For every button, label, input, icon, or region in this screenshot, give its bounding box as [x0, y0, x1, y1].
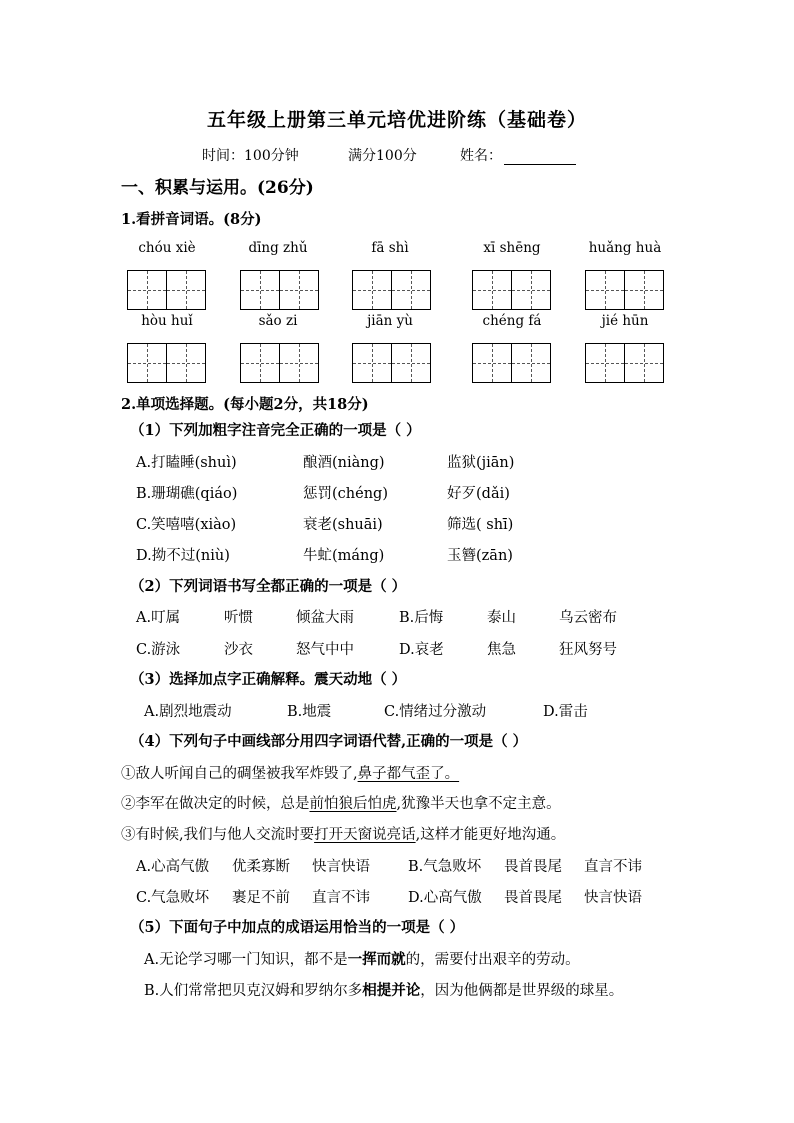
- option-text: 酿酒(niàng): [303, 455, 385, 471]
- option-text: 狂风努号: [559, 642, 617, 658]
- option-text: C.游泳: [136, 642, 181, 658]
- grid-cell[interactable]: [240, 343, 280, 383]
- option-text: 筛选( shī): [447, 517, 514, 533]
- option-text: D.雷击: [543, 704, 588, 720]
- sentence-text: A.无论学习哪一门知识，都不是: [144, 952, 348, 968]
- grid-cell[interactable]: [167, 270, 206, 310]
- option-text: 优柔寡断: [232, 859, 290, 875]
- question-1-title: 1.看拼音词语。(8分): [121, 211, 262, 228]
- name-field: [460, 145, 576, 165]
- option-text: B.地震: [287, 704, 332, 720]
- option-text: A.剧烈地震动: [144, 704, 232, 720]
- bold-idiom: 相提并论: [362, 982, 421, 999]
- option-text: 听惯: [224, 610, 253, 626]
- writing-grid[interactable]: [472, 270, 551, 310]
- pinyin-label: hòu huǐ: [141, 313, 193, 329]
- pinyin-label: sǎo zi: [258, 313, 298, 329]
- underlined-phrase: 前怕狼后怕虎: [309, 796, 397, 812]
- option-text: C.情绪过分激动: [384, 704, 487, 720]
- option-text: 怒气中中: [296, 642, 354, 658]
- writing-grid[interactable]: [240, 343, 319, 383]
- sentence-3: [121, 823, 565, 844]
- grid-cell[interactable]: [512, 343, 551, 383]
- sentence-text: ,犹豫半天也拿不定主意。: [396, 796, 561, 812]
- grid-cell[interactable]: [127, 343, 167, 383]
- time-info: 时间：100分钟: [202, 148, 299, 164]
- writing-grid[interactable]: [127, 270, 206, 310]
- pinyin-label: fā shì: [371, 240, 409, 256]
- option-text: 快言快语: [312, 859, 370, 875]
- pinyin-label: dīng zhǔ: [248, 240, 308, 256]
- option-text: 沙衣: [224, 642, 253, 658]
- option-text: 牛虻(máng): [303, 548, 385, 564]
- option-text: 畏首畏尾: [504, 890, 562, 906]
- option-text: 惩罚(chéng): [303, 486, 388, 502]
- grid-cell[interactable]: [352, 343, 392, 383]
- pinyin-label: jiān yù: [367, 313, 413, 329]
- subquestion-3-title: （3）选择加点字正确解释。震天动地（ ）: [130, 671, 407, 688]
- option-text: 衰老(shuāi): [303, 517, 383, 533]
- grid-cell[interactable]: [585, 270, 625, 310]
- option-text: 玉簪(zān): [447, 548, 513, 564]
- page-title: 五年级上册第三单元培优进阶练（基础卷）: [206, 109, 587, 131]
- option-text: B.气急败坏: [408, 859, 482, 875]
- writing-grid[interactable]: [352, 343, 431, 383]
- sentence-text: 的，需要付出艰辛的劳动。: [405, 952, 580, 968]
- option-text: 畏首畏尾: [504, 859, 562, 875]
- pinyin-label: chóu xiè: [138, 240, 196, 256]
- option-text: C.气急败坏: [136, 890, 210, 906]
- subquestion-1-title: （1）下列加粗字注音完全正确的一项是（ ）: [130, 422, 421, 439]
- grid-cell[interactable]: [512, 270, 551, 310]
- writing-grid[interactable]: [352, 270, 431, 310]
- question-2-title: 2.单项选择题。(每小题2分，共18分): [121, 396, 369, 413]
- grid-cell[interactable]: [280, 270, 319, 310]
- writing-grid[interactable]: [127, 343, 206, 383]
- option-text: D.哀老: [399, 642, 444, 658]
- option-text: 泰山: [487, 610, 516, 626]
- full-score: 满分100分: [348, 148, 417, 164]
- option-a-sentence: [144, 948, 580, 969]
- writing-grid[interactable]: [585, 343, 664, 383]
- sentence-text: ①敌人听闻自己的碉堡被我军炸毁了,: [121, 766, 358, 782]
- subquestion-2-title: （2）下列词语书写全都正确的一项是（ ）: [130, 578, 407, 595]
- option-text: B.后悔: [399, 610, 444, 626]
- grid-cell[interactable]: [472, 343, 512, 383]
- grid-cell[interactable]: [585, 343, 625, 383]
- option-text: 焦急: [487, 642, 516, 658]
- writing-grid[interactable]: [585, 270, 664, 310]
- underlined-phrase: 打开天窗说亮话: [314, 827, 416, 843]
- grid-cell[interactable]: [625, 343, 664, 383]
- option-text: 乌云密布: [559, 610, 617, 626]
- writing-grid[interactable]: [240, 270, 319, 310]
- sentence-1: [121, 762, 459, 783]
- option-text: D.心高气傲: [408, 890, 482, 906]
- subquestion-4-title: （4）下列句子中画线部分用四字词语代替,正确的一项是（ ）: [130, 733, 528, 750]
- sentence-text: ,这样才能更好地沟通。: [415, 827, 566, 843]
- pinyin-label: huǎng huà: [588, 240, 662, 256]
- grid-cell[interactable]: [352, 270, 392, 310]
- grid-cell[interactable]: [167, 343, 206, 383]
- option-text: 裹足不前: [232, 890, 290, 906]
- sentence-text: ，因为他俩都是世界级的球星。: [420, 983, 624, 999]
- option-text: 快言快语: [584, 890, 642, 906]
- underlined-phrase: 鼻子都气歪了。: [357, 766, 460, 782]
- option-text: 好歹(dǎi): [447, 486, 510, 502]
- writing-grid[interactable]: [472, 343, 551, 383]
- grid-cell[interactable]: [625, 270, 664, 310]
- sentence-2: [121, 792, 561, 813]
- option-text: 直言不讳: [584, 859, 642, 875]
- option-text: D.拗不过(niù): [136, 548, 230, 564]
- grid-cell[interactable]: [127, 270, 167, 310]
- name-blank[interactable]: [504, 150, 576, 165]
- pinyin-label: jié hūn: [601, 313, 649, 329]
- option-text: A.打瞌睡(shuì): [136, 455, 237, 471]
- name-label: 姓名：: [460, 148, 502, 164]
- subquestion-5-title: （5）下面句子中加点的成语运用恰当的一项是（ ）: [130, 919, 465, 936]
- option-text: A.心高气傲: [136, 859, 210, 875]
- sentence-text: ③有时候,我们与他人交流时要: [121, 827, 315, 843]
- grid-cell[interactable]: [280, 343, 319, 383]
- option-b-sentence: [144, 979, 623, 1000]
- grid-cell[interactable]: [392, 270, 431, 310]
- option-text: 监狱(jiān): [447, 455, 515, 471]
- pinyin-label: xī shēng: [483, 240, 541, 256]
- option-text: A.叮属: [136, 610, 181, 626]
- grid-cell[interactable]: [392, 343, 431, 383]
- grid-cell[interactable]: [240, 270, 280, 310]
- bold-idiom: 一挥而就: [347, 951, 406, 968]
- option-text: B.珊瑚礁(qiáo): [136, 486, 238, 502]
- option-text: C.笑嘻嘻(xiào): [136, 517, 237, 533]
- grid-cell[interactable]: [472, 270, 512, 310]
- option-text: 倾盆大雨: [296, 610, 354, 626]
- pinyin-label: chéng fá: [482, 313, 542, 329]
- sentence-text: B.人们常常把贝克汉姆和罗纳尔多: [144, 983, 363, 999]
- section-1-title: 一、积累与运用。(26分): [121, 178, 314, 198]
- sentence-text: ②李军在做决定的时候，总是: [121, 796, 310, 812]
- option-text: 直言不讳: [312, 890, 370, 906]
